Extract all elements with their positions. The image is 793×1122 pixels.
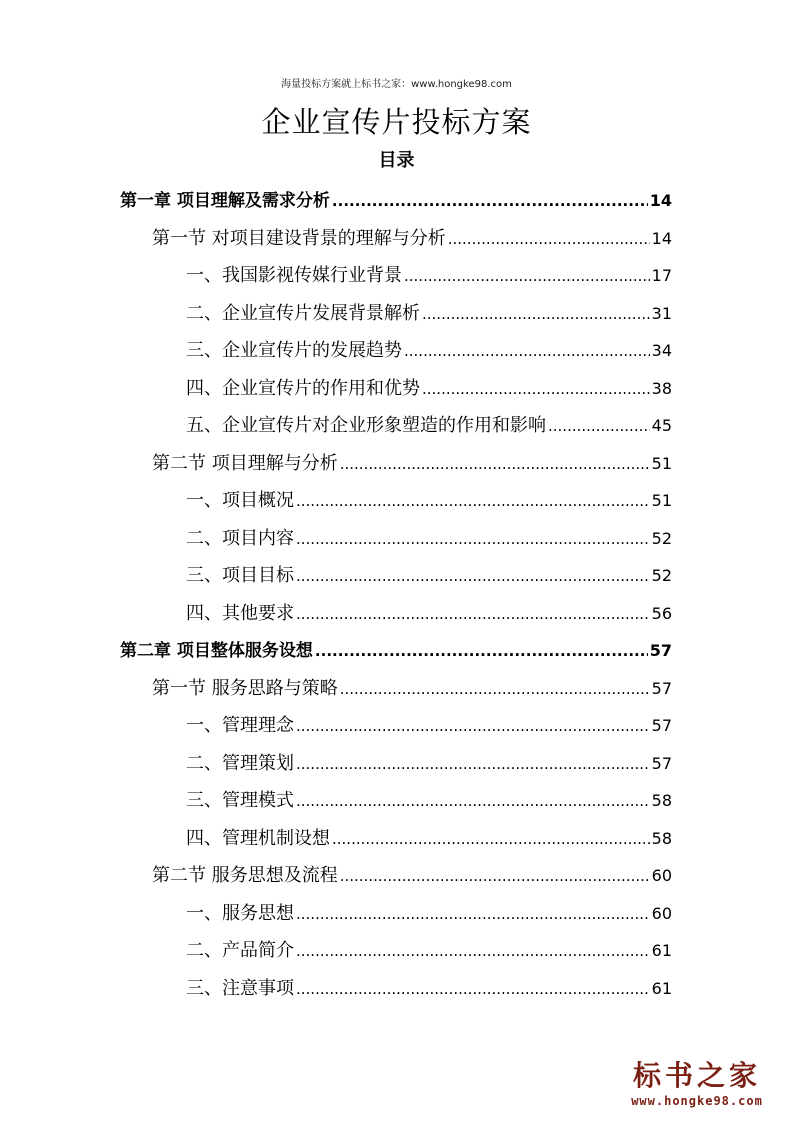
toc-entry[interactable] [186,824,672,850]
toc-entry-page: 57 [649,641,672,660]
brand-logo-name: 标书之家 [632,1059,761,1092]
toc-leader-dots [296,530,650,548]
toc-leader-dots [315,642,648,660]
toc-leader-dots [296,492,650,510]
toc-entry-page: 45 [651,416,672,435]
toc-entry-page: 52 [651,566,672,585]
toc-entry[interactable] [186,411,672,437]
toc-entry-label: 第一节 对项目建设背景的理解与分析 [152,227,446,249]
toc-entry[interactable] [186,936,672,962]
toc-entry[interactable] [186,899,672,925]
toc-leader-dots [296,942,650,960]
toc-entry[interactable] [120,186,672,212]
toc-entry-label: 第二节 服务思想及流程 [152,865,338,886]
toc-leader-dots [332,830,650,848]
page-header: 海量投标方案就上标书之家：www.hongke98.com [281,79,512,90]
toc-entry[interactable] [186,749,672,775]
toc-leader-dots [296,905,650,923]
toc-entry-page: 51 [651,491,672,510]
toc-leader-dots [296,605,650,623]
toc-entry-page: 58 [651,791,672,810]
brand-logo-url: www.hongke98.com [631,1094,763,1108]
toc-entry-page: 38 [651,378,672,398]
toc-entry[interactable] [120,636,672,662]
toc-entry-label: 第一节 服务思路与策略 [152,677,338,699]
toc-entry-label: 第二章 项目整体服务设想 [120,641,313,661]
toc-entry-page: 52 [651,528,672,548]
toc-entry-page: 60 [651,866,672,885]
toc-leader-dots [340,680,650,698]
toc-leader-dots [296,717,650,735]
toc-entry-label: 一、项目概况 [186,490,294,511]
toc-entry-page: 31 [651,303,672,323]
toc-entry-page: 34 [651,341,672,360]
toc-entry-page: 57 [651,753,672,773]
toc-entry-page: 14 [649,191,672,210]
toc-leader-dots [340,867,650,885]
toc-entry-label: 二、管理策划 [186,752,294,774]
toc-entry-label: 三、注意事项 [186,977,294,999]
toc-entry-label: 一、服务思想 [186,902,294,924]
toc-leader-dots [296,792,650,810]
toc-leader-dots [332,192,648,210]
toc-entry-label: 四、其他要求 [186,602,294,624]
toc-entry[interactable] [186,599,672,625]
toc-heading: 目录 [378,150,415,171]
toc-entry-label: 二、企业宣传片发展背景解析 [186,302,420,324]
toc-entry-label: 第一章 项目理解及需求分析 [120,191,330,211]
toc-entry[interactable] [152,861,672,887]
toc-entry[interactable] [152,674,672,700]
toc-leader-dots [340,455,650,473]
toc-entry-label: 一、管理理念 [186,715,294,736]
toc-leader-dots [548,417,650,435]
toc-entry[interactable] [186,374,672,400]
toc-entry[interactable] [186,524,672,550]
toc-entry-label: 三、企业宣传片的发展趋势 [186,340,402,361]
toc-entry[interactable] [186,974,672,1000]
toc-entry-label: 五、企业宣传片对企业形象塑造的作用和影响 [186,415,546,436]
toc-entry[interactable] [186,711,672,737]
toc-entry[interactable] [186,261,672,287]
toc-entry-page: 57 [651,678,672,698]
toc-entry[interactable] [186,299,672,325]
toc-entry-label: 四、企业宣传片的作用和优势 [186,377,420,399]
toc-leader-dots [422,305,650,323]
toc-leader-dots [448,230,650,248]
toc-entry-page: 57 [651,716,672,735]
toc-entry-label: 二、项目内容 [186,527,294,549]
toc-entry-page: 61 [651,941,672,960]
toc-entry-label: 第二节 项目理解与分析 [152,452,338,474]
toc-entry-page: 51 [651,453,672,473]
toc-leader-dots [404,267,650,285]
toc-entry[interactable] [152,224,672,250]
toc-leader-dots [296,980,650,998]
toc-entry-label: 三、项目目标 [186,565,294,586]
toc-entry[interactable] [186,561,672,587]
toc-entry-page: 58 [651,828,672,848]
document-title: 企业宣传片投标方案 [261,105,532,139]
toc-entry-page: 60 [651,903,672,923]
toc-entry-page: 61 [651,978,672,998]
toc-entry-page: 14 [651,228,672,248]
toc-leader-dots [422,380,650,398]
toc-entry[interactable] [186,786,672,812]
toc-entry-label: 二、产品简介 [186,940,294,961]
brand-logo [617,1054,777,1108]
toc-entry-label: 四、管理机制设想 [186,827,330,849]
toc-entry-page: 17 [651,266,672,285]
toc-entry[interactable] [186,336,672,362]
toc-entry[interactable] [186,486,672,512]
toc-entry[interactable] [152,449,672,475]
toc-leader-dots [404,342,650,360]
toc-entry-label: 一、我国影视传媒行业背景 [186,265,402,286]
toc-entry-page: 56 [651,603,672,623]
toc-leader-dots [296,755,650,773]
toc-leader-dots [296,567,650,585]
toc-entry-label: 三、管理模式 [186,790,294,811]
